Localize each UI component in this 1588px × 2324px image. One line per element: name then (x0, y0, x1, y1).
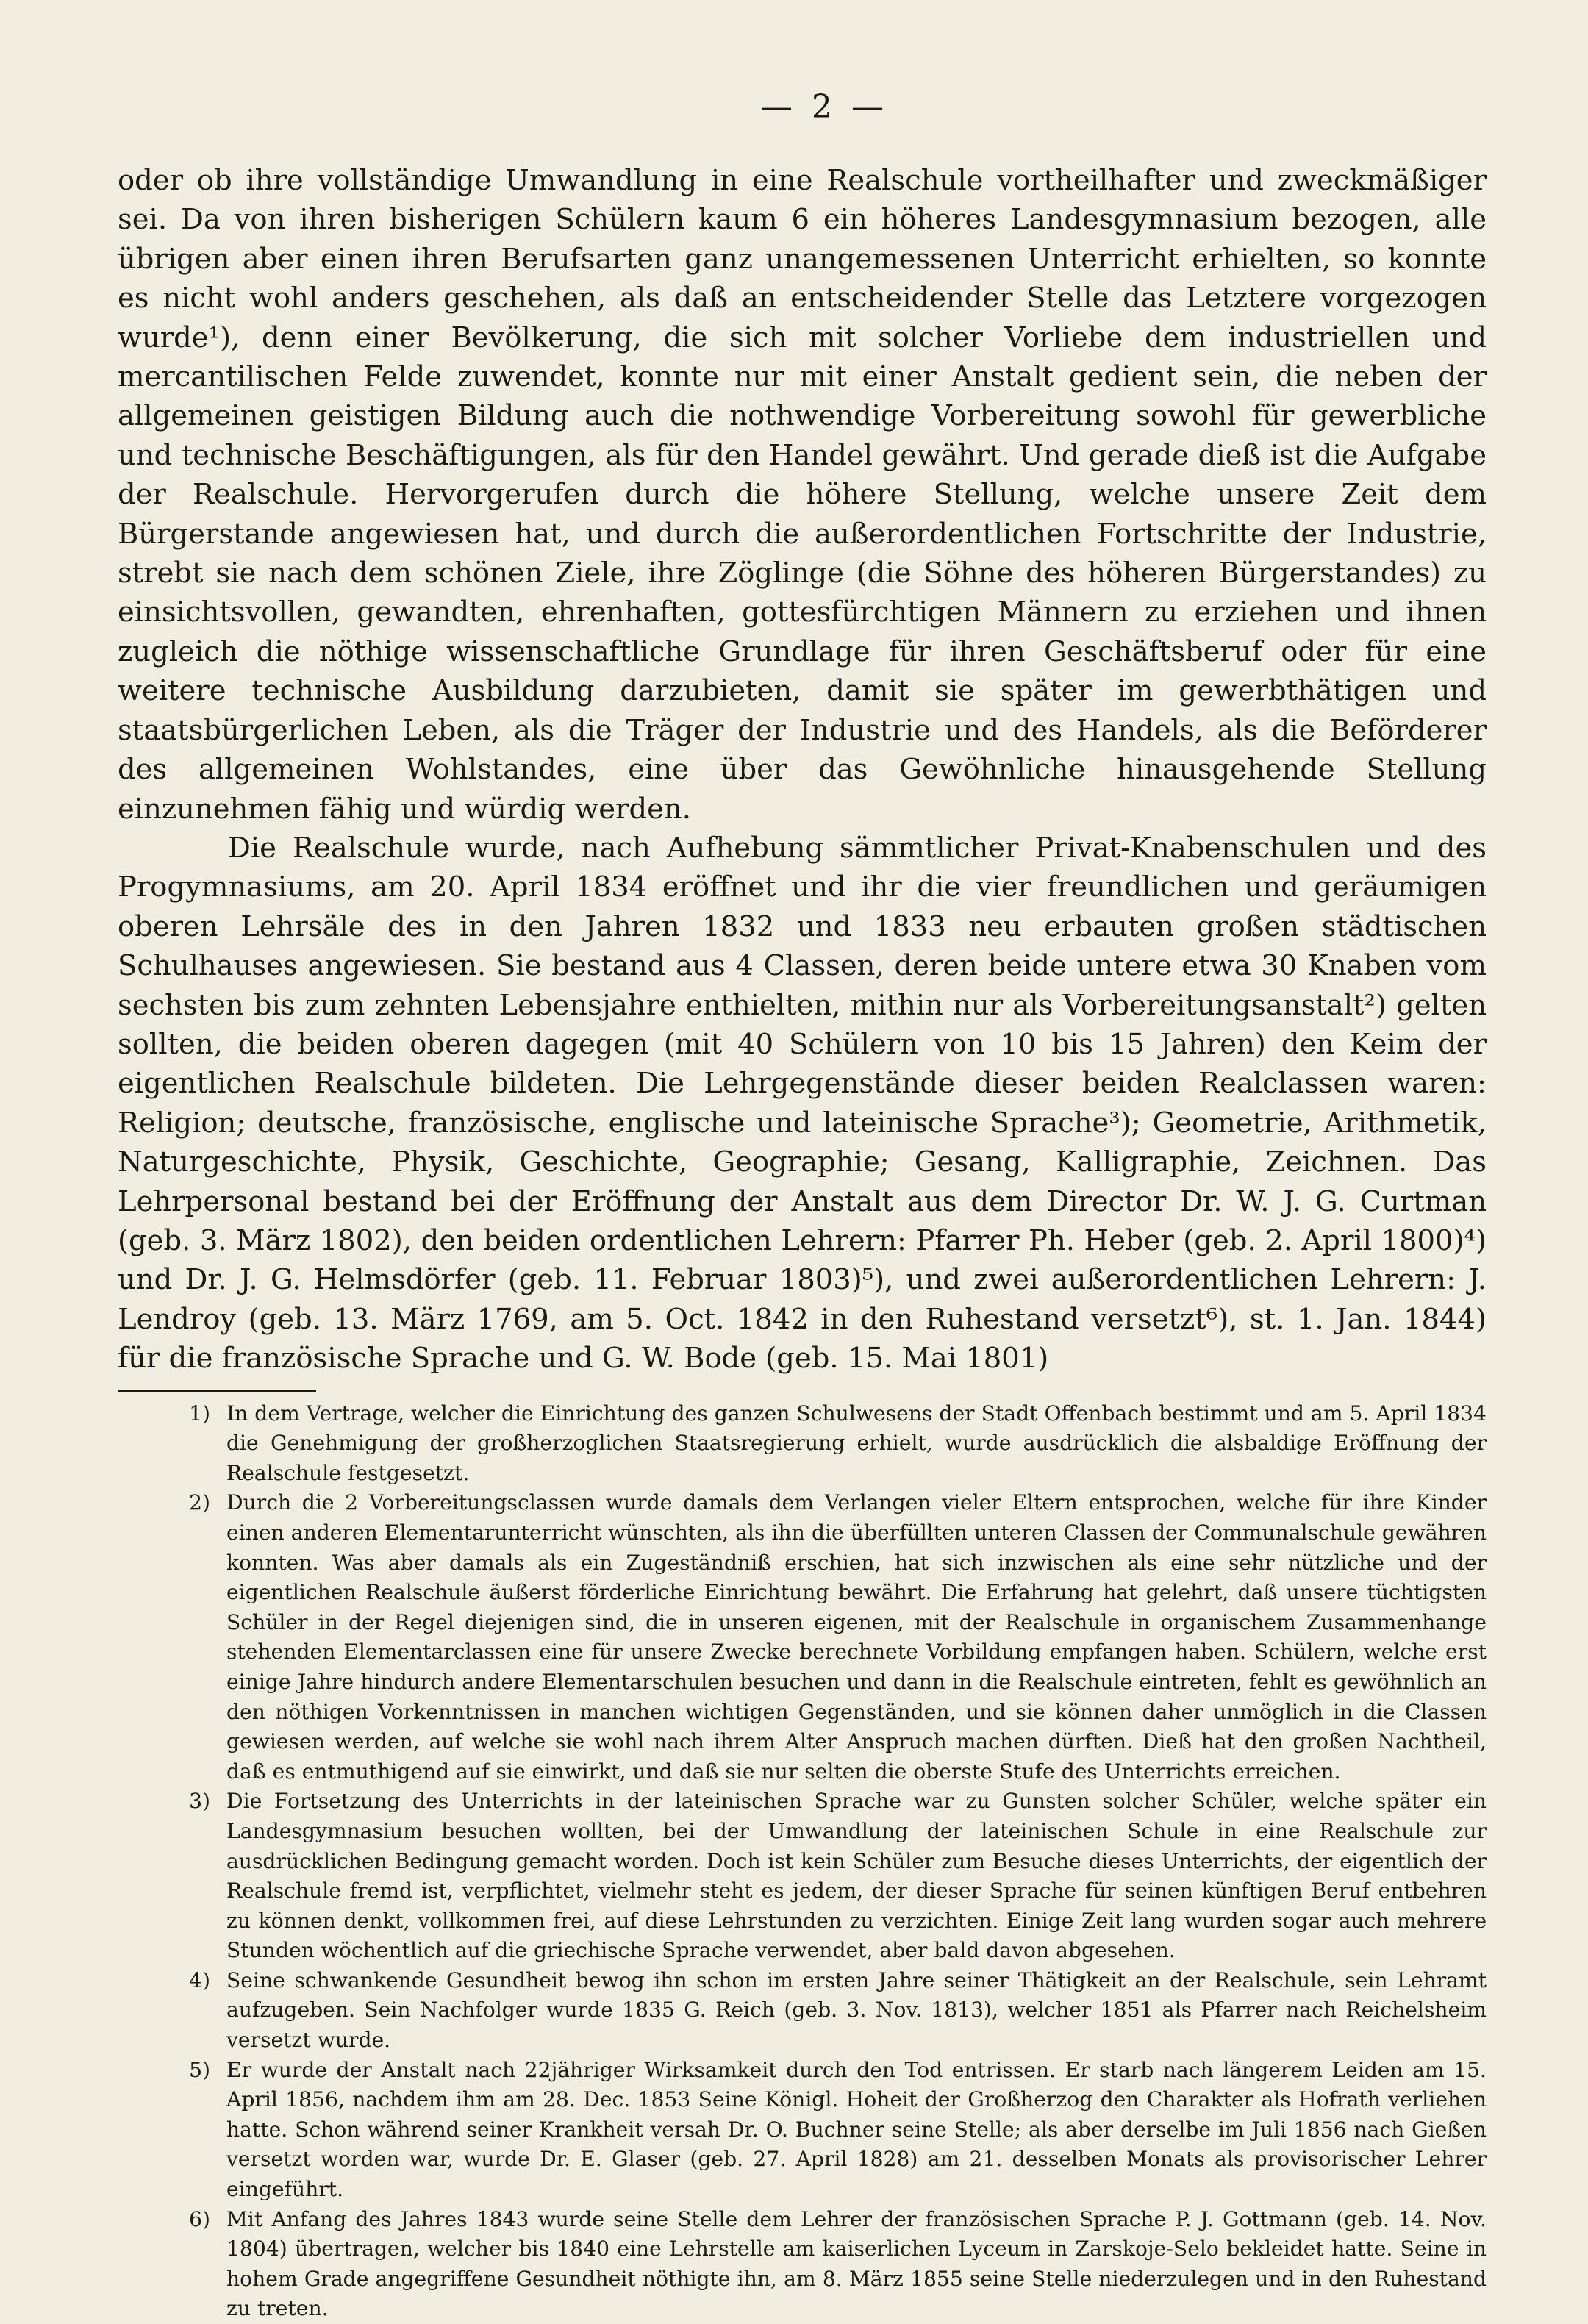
footnote-number: 3) (189, 1789, 210, 1814)
footnote-text: In dem Vertrage, welcher die Einrichtung des ganzen Schulwesens der Stadt Offenbach bestimmt und am 5. April 1834 die Genehmigung der großherzoglichen Staatsregierung erhielt, wurde ausdrücklich die alsbaldige Eröffnung der Realschule festgesetzt. (226, 1401, 1487, 1485)
footnote-text: Mit Anfang des Jahres 1843 wurde seine Stelle dem Lehrer der französischen Sprache P. J. Gottmann (geb. 14. Nov. 1804) übertragen, welcher bis 1840 eine Lehrstelle am kaiserlichen Lyceum in Zarskoje-Selo bekleidet hatte. Seine in hohem Grade angegriffene Gesundheit nöthigte ihn, am 8. März 1855 seine Stelle niederzulegen und in den Ruhestand zu treten. (226, 2206, 1487, 2321)
footnote-text: Die Fortsetzung des Unterrichts in der lateinischen Sprache war zu Gunsten solcher Schüler, welche später ein Landesgymnasium besuchen wollten, bei der Umwandlung der lateinischen Schule in eine Realschule zur ausdrücklichen Bedingung gemacht worden. Doch ist kein Schüler zum Besuche dieses Unterrichts, der eigentlich der Realschule fremd ist, verpflichtet, vielmehr steht es jedem, der dieser Sprache für seinen künftigen Beruf entbehren zu können denkt, vollkommen frei, auf diese Lehrstunden zu verzichten. Einige Zeit lang wurden sogar auch mehrere Stunden wöchentlich auf die griechische Sprache verwendet, aber bald davon abgesehen. (226, 1789, 1487, 1963)
footnote-number: 6) (189, 2206, 210, 2231)
footnote-4 (118, 1966, 1487, 2056)
page-number: — 2 — (760, 88, 888, 126)
footnote-separator (118, 1390, 316, 1392)
footnotes (118, 1399, 1487, 2324)
footnote-5 (118, 2056, 1487, 2205)
footnote-text: Durch die 2 Vorbereitungsclassen wurde damals dem Verlangen vieler Eltern entsprochen, welche für ihre Kinder einen anderen Elementarunterricht wünschten, als ihn die überfüllten unteren Classen der Communalschule gewähren konnten. Was aber damals als ein Zugeständniß erschien, hat sich inzwischen als eine sehr nützliche und der eigentlichen Realschule äußerst förderliche Einrichtung bewährt. Die Erfahrung hat gelehrt, daß unsere tüchtigsten Schüler in der Regel diejenigen sind, die in unseren eigenen, mit der Realschule in organischem Zusammenhange stehenden Elementarclassen eine für unsere Zwecke berechnete Vorbildung empfangen haben. Schülern, welche erst einige Jahre hindurch andere Elementarschulen besuchen und dann in die Realschule eintreten, fehlt es gewöhnlich an den nöthigen Vorkenntnissen in manchen wichtigen Gegenständen, und sie können daher unmöglich in die Classen gewiesen werden, auf welche sie wohl nach ihrem Alter Anspruch machen dürften. Dieß hat den großen Nachtheil, daß es entmuthigend auf sie einwirkt, und daß sie nur selten die oberste Stufe des Unterrichts erreichen. (226, 1490, 1487, 1784)
main-text (118, 161, 1487, 1379)
footnote-2 (118, 1488, 1487, 1787)
footnote-6 (118, 2205, 1487, 2324)
footnote-number: 2) (189, 1490, 210, 1515)
paragraph-1: oder ob ihre vollständige Umwandlung in eine Realschule vortheilhafter und zweckmäßiger sei. Da von ihren bisherigen Schülern kaum 6 ein höheres Landesgymnasium bezogen, alle übrigen aber einen ihren Berufsarten ganz unangemessenen Unterricht erhielten, so konnte es nicht wohl anders geschehen, als daß an entscheidender Stelle das Letztere vorgezogen wurde¹), denn einer Bevölkerung, die sich mit solcher Vorliebe dem industriellen und mercantilischen Felde zuwendet, konnte nur mit einer Anstalt gedient sein, die neben der allgemeinen geistigen Bildung auch die nothwendige Vorbereitung sowohl für gewerbliche und technische Beschäftigungen, als für den Handel gewährt. Und gerade dieß ist die Aufgabe der Realschule. Hervorgerufen durch die höhere Stellung, welche unsere Zeit dem Bürgerstande angewiesen hat, und durch die außerordentlichen Fortschritte der Industrie, strebt sie nach dem schönen Ziele, ihre Zöglinge (die Söhne des höheren Bürgerstandes) zu einsichtsvollen, gewandten, ehrenhaften, gottesfürchtigen Männern zu erziehen und ihnen zugleich die nöthige wissenschaftliche Grundlage für ihren Geschäftsberuf oder für eine weitere technische Ausbildung darzubieten, damit sie später im gewerbthätigen und staatsbürgerlichen Leben, als die Träger der Industrie und des Handels, als die Beförderer des allgemeinen Wohlstandes, eine über das Gewöhnliche hinausgehende Stellung einzunehmen fähig und würdig werden. (118, 164, 1487, 826)
paragraph-2: Die Realschule wurde, nach Aufhebung sämmtlicher Privat-Knabenschulen und des Progymnasiums, am 20. April 1834 eröffnet und ihr die vier freundlichen und geräumigen oberen Lehrsäle des in den Jahren 1832 und 1833 neu erbauten großen städtischen Schulhauses angewiesen. Sie bestand aus 4 Classen, deren beide untere etwa 30 Knaben vom sechsten bis zum zehnten Lebensjahre enthielten, mithin nur als Vorbereitungsanstalt²) gelten sollten, die beiden oberen dagegen (mit 40 Schülern von 10 bis 15 Jahren) den Keim der eigentlichen Realschule bildeten. Die Lehrgegenstände dieser beiden Realclassen waren: Religion; deutsche, französische, englische und lateinische Sprache³); Geometrie, Arithmetik, Naturgeschichte, Physik, Geschichte, Geographie; Gesang, Kalligraphie, Zeichnen. Das Lehrpersonal bestand bei der Eröffnung der Anstalt aus dem Director Dr. W. J. G. Curtman (geb. 3. März 1802), den beiden ordentlichen Lehrern: Pfarrer Ph. Heber (geb. 2. April 1800)⁴) und Dr. J. G. Helmsdörfer (geb. 11. Februar 1803)⁵), und zwei außerordentlichen Lehrern: J. Lendroy (geb. 13. März 1769, am 5. Oct. 1842 in den Ruhestand versetzt⁶), st. 1. Jan. 1844) für die französische Sprache und G. W. Bode (geb. 15. Mai 1801) (118, 831, 1487, 1376)
footnote-number: 5) (189, 2057, 210, 2082)
footnote-text: Seine schwankende Gesundheit bewog ihn schon im ersten Jahre seiner Thätigkeit an der Realschule, sein Lehramt aufzugeben. Sein Nachfolger wurde 1835 G. Reich (geb. 3. Nov. 1813), welcher 1851 als Pfarrer nach Reichelsheim versetzt wurde. (226, 1967, 1487, 2053)
footnote-3 (118, 1787, 1487, 1966)
footnote-number: 1) (189, 1401, 210, 1426)
footnote-1 (118, 1399, 1487, 1489)
footnote-text: Er wurde der Anstalt nach 22jähriger Wirksamkeit durch den Tod entrissen. Er starb nach längerem Leiden am 15. April 1856, nachdem ihm am 28. Dec. 1853 Seine Königl. Hoheit der Großherzog den Charakter als Hofrath verliehen hatte. Schon während seiner Krankheit versah Dr. O. Buchner seine Stelle; als aber derselbe im Juli 1856 nach Gießen versetzt worden war, wurde Dr. E. Glaser (geb. 27. April 1828) am 21. desselben Monats als provisorischer Lehrer eingeführt. (226, 2057, 1487, 2202)
document-page (118, 88, 1487, 2324)
footnote-number: 4) (189, 1967, 210, 1992)
